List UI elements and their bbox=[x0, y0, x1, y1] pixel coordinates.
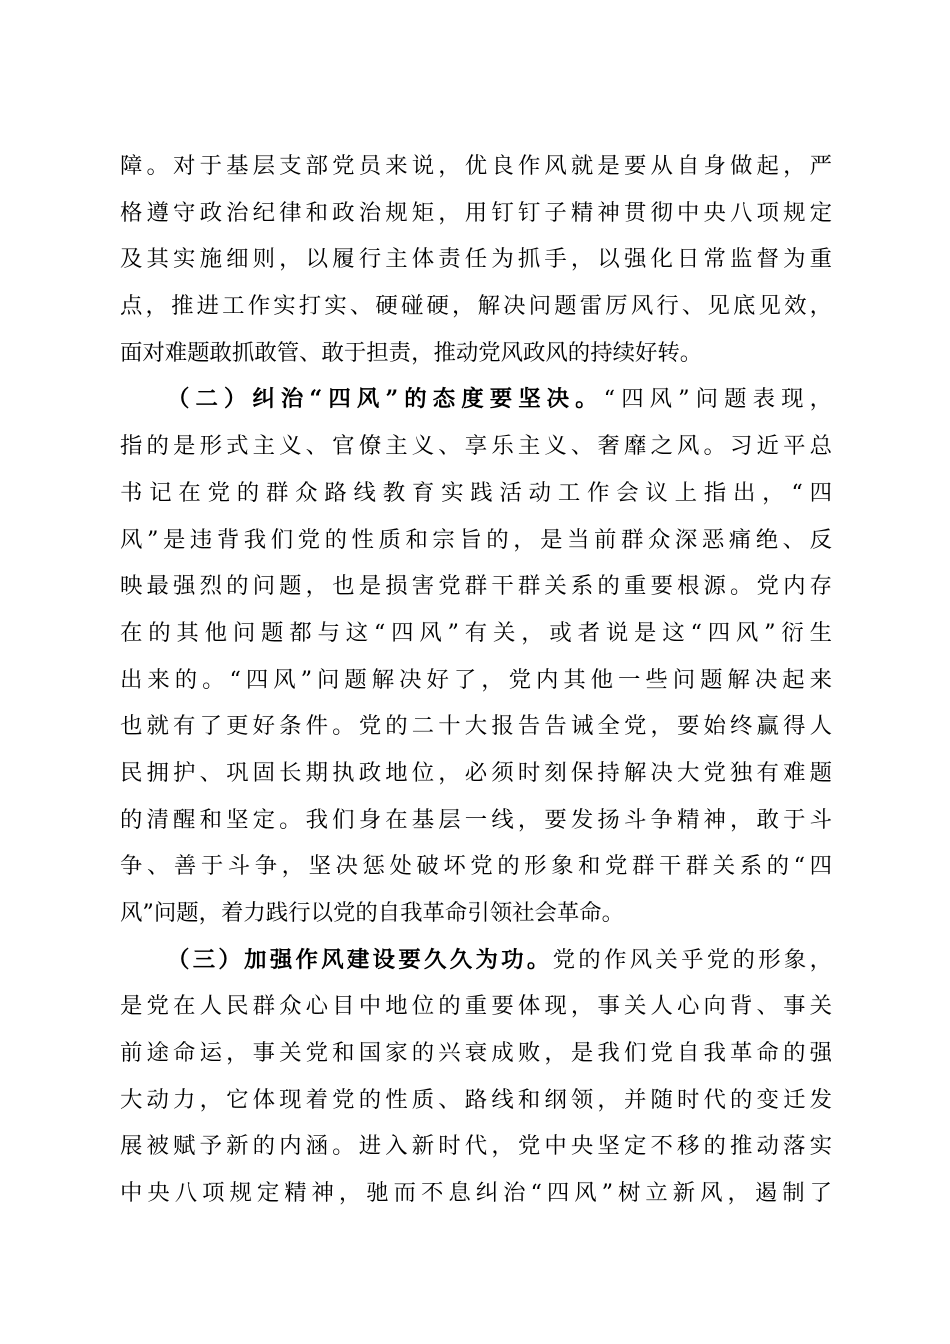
text-line: 民拥护、巩固长期执政地位，必须时刻保持解决大党独有难题 bbox=[120, 759, 832, 786]
text-line: 出来的。“四风”问题解决好了，党内其他一些问题解决起来 bbox=[120, 666, 832, 693]
text-line: 格遵守政治纪律和政治规矩，用钉钉子精神贯彻中央八项规定 bbox=[120, 199, 832, 226]
text-line: 点，推进工作实打实、硬碰硬，解决问题雷厉风行、见底见效， bbox=[120, 293, 832, 320]
text-line: 书记在党的群众路线教育实践活动工作会议上指出，“四 bbox=[120, 479, 832, 506]
heading-line-text: “四风”问题表现， bbox=[603, 386, 832, 413]
text-line: 面对难题敢抓敢管、敢于担责，推动党风政风的持续好转。 bbox=[120, 339, 703, 366]
text-line: 风”问题，着力践行以党的自我革命引领社会革命。 bbox=[120, 900, 625, 926]
section-heading-line-3 bbox=[120, 937, 832, 984]
heading-line-text: 党的作风关乎党的形象， bbox=[552, 946, 833, 973]
document-body bbox=[120, 143, 832, 1217]
text-line: 也就有了更好条件。党的二十大报告告诫全党，要始终赢得人 bbox=[120, 713, 832, 740]
text-line: 中央八项规定精神，驰而不息纠治“四风”树立新风，遏制了 bbox=[120, 1180, 832, 1207]
text-line: 争、善于斗争，坚决惩处破坏党的形象和党群干群关系的“四 bbox=[120, 853, 832, 880]
text-line: 障。对于基层支部党员来说，优良作风就是要从自身做起，严 bbox=[120, 153, 832, 179]
text-line: 是党在人民群众心目中地位的重要体现，事关人心向背、事关 bbox=[120, 993, 832, 1020]
text-line: 前途命运，事关党和国家的兴衰成败，是我们党自我革命的强 bbox=[120, 1040, 832, 1067]
text-line: 映最强烈的问题，也是损害党群干群关系的重要根源。党内存 bbox=[120, 573, 832, 600]
section-heading-3: （三）加强作风建设要久久为功。 bbox=[167, 946, 553, 973]
text-line: 指的是形式主义、官僚主义、享乐主义、奢靡之风。习近平总 bbox=[120, 433, 832, 460]
section-heading-line-2 bbox=[120, 376, 832, 423]
section-heading-2: （二）纠治“四风”的态度要坚决。 bbox=[167, 386, 604, 413]
text-line: 展被赋予新的内涵。进入新时代，党中央坚定不移的推动落实 bbox=[120, 1133, 832, 1160]
text-line: 及其实施细则，以履行主体责任为抓手，以强化日常监督为重 bbox=[120, 246, 832, 273]
text-line: 的清醒和坚定。我们身在基层一线，要发扬斗争精神，敢于斗 bbox=[120, 806, 832, 833]
text-line: 风”是违背我们党的性质和宗旨的，是当前群众深恶痛绝、反 bbox=[120, 526, 832, 553]
text-line: 大动力，它体现着党的性质、路线和纲领，并随时代的变迁发 bbox=[120, 1086, 832, 1113]
text-line: 在的其他问题都与这“四风”有关，或者说是这“四风”衍生 bbox=[120, 619, 832, 646]
